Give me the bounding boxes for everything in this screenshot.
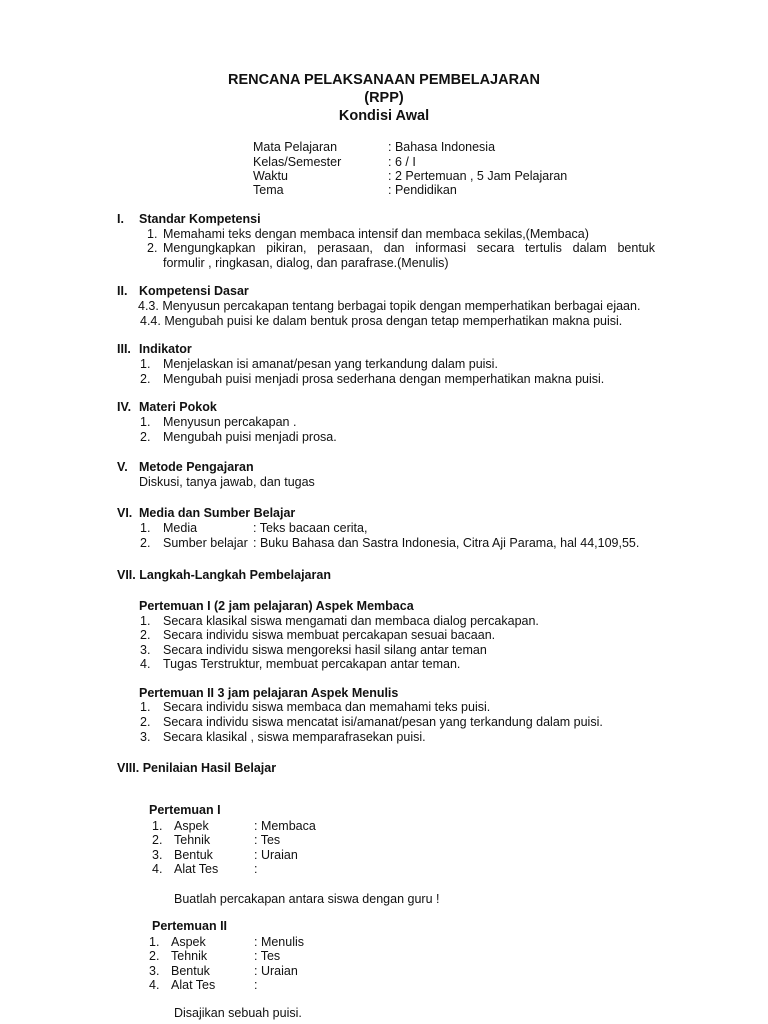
list-value: : Membaca [254,819,316,833]
subsection-title: Pertemuan I [149,803,221,817]
list-number: 4. [140,657,151,671]
list-item: Mengubah puisi menjadi prosa. [163,430,337,444]
list-item: Menyusun percakapan . [163,415,297,429]
list-number: 2. [140,430,151,444]
info-value: : Pendidikan [388,183,457,197]
list-number: 3. [149,964,160,978]
list-number: 2. [149,949,160,963]
list-number: 2. [140,715,151,729]
list-number: 4. [149,978,160,992]
list-label: Aspek [171,935,206,949]
section-title: VIII. Penilaian Hasil Belajar [117,761,277,775]
doc-condition: Kondisi Awal [338,108,430,124]
list-item: 4.3. Menyusun percakapan tentang berbagai topik dengan memperhatikan berbagai ejaan. [138,299,641,313]
info-value: : 6 / I [388,155,416,169]
assessment-instruction: Buatlah percakapan antara siswa dengan guru ! [174,892,440,906]
list-item: Mengungkapkan pikiran, perasaan, dan informasi secara tertulis dalam bentuk [163,241,655,255]
list-number: 1. [147,227,158,241]
assessment-instruction: Disajikan sebuah puisi. [174,1006,302,1020]
subsection-title: Pertemuan II [152,919,228,933]
list-number: 1. [149,935,160,949]
list-value: : Uraian [254,848,298,862]
list-label: Bentuk [174,848,213,862]
list-number: 2. [140,628,151,642]
list-number: 3. [140,643,151,657]
list-number: 2. [140,536,151,550]
list-item: Tugas Terstruktur, membuat percakapan antar teman. [163,657,461,671]
list-item-continuation: formulir , ringkasan, dialog, dan parafrase.(Menulis) [163,256,449,270]
list-label: Tehnik [174,833,211,847]
info-value: : Bahasa Indonesia [388,140,496,154]
info-label: Tema [253,183,284,197]
list-value: : [254,978,258,992]
list-item: Secara klasikal , siswa memparafrasekan puisi. [163,730,426,744]
info-label: Waktu [253,169,288,183]
list-item: Memahami teks dengan membaca intensif dan membaca sekilas,(Membaca) [163,227,589,241]
list-item: Mengubah puisi menjadi prosa sederhana dengan memperhatikan makna puisi. [163,372,605,386]
list-label: Sumber belajar [163,536,248,550]
section-title: Media dan Sumber Belajar [139,506,296,520]
section-title: Metode Pengajaran [139,460,254,474]
section-title: Kompetensi Dasar [139,284,249,298]
list-number: 3. [152,848,163,862]
list-label: Alat Tes [171,978,216,992]
list-number: 1. [152,819,163,833]
section-title: VII. Langkah-Langkah Pembelajaran [117,568,331,582]
list-item: Secara individu siswa mengoreksi hasil silang antar teman [163,643,487,657]
list-number: 1. [140,700,151,714]
list-number: 1. [140,415,151,429]
doc-title: RENCANA PELAKSANAAN PEMBELAJARAN [227,72,541,88]
list-label: Tehnik [171,949,208,963]
section-title: Indikator [139,342,192,356]
list-label: Aspek [174,819,209,833]
list-label: Media [163,521,198,535]
list-item: Secara klasikal siswa mengamati dan membaca dialog percakapan. [163,614,539,628]
section-text: Diskusi, tanya jawab, dan tugas [139,475,315,489]
section-number: III. [117,342,131,356]
list-number: 2. [140,372,151,386]
list-number: 1. [140,357,151,371]
section-title: Standar Kompetensi [139,212,261,226]
list-number: 3. [140,730,151,744]
list-value: : Teks bacaan cerita, [253,521,368,535]
list-number: 4. [152,862,163,876]
section-number: IV. [117,400,132,414]
subsection-title: Pertemuan II 3 jam pelajaran Aspek Menulis [139,686,399,700]
list-number: 2. [147,241,158,255]
list-value: : Buku Bahasa dan Sastra Indonesia, Citra Aji Parama, hal 44,109,55. [253,536,640,550]
list-value: : [254,862,258,876]
section-title: Materi Pokok [139,400,217,414]
section-number: I. [117,212,124,226]
doc-subtitle: (RPP) [364,90,404,106]
section-number: VI. [117,506,133,520]
section-number: V. [117,460,128,474]
list-item: Secara individu siswa membuat percakapan sesuai bacaan. [163,628,496,642]
list-number: 1. [140,614,151,628]
list-item: Menjelaskan isi amanat/pesan yang terkandung dalam puisi. [163,357,498,371]
list-item: Secara individu siswa membaca dan memahami teks puisi. [163,700,491,714]
list-number: 1. [140,521,151,535]
list-item: 4.4. Mengubah puisi ke dalam bentuk prosa dengan tetap memperhatikan makna puisi. [140,314,623,328]
section-number: II. [117,284,128,298]
list-number: 2. [152,833,163,847]
list-item: Secara individu siswa mencatat isi/amanat/pesan yang terkandung dalam puisi. [163,715,603,729]
info-label: Mata Pelajaran [253,140,338,154]
subsection-title: Pertemuan I (2 jam pelajaran) Aspek Membaca [139,599,414,613]
list-value: : Tes [254,949,281,963]
list-label: Alat Tes [174,862,219,876]
list-value: : Tes [254,833,281,847]
list-value: : Menulis [254,935,305,949]
info-label: Kelas/Semester [253,155,342,169]
info-value: : 2 Pertemuan , 5 Jam Pelajaran [388,169,568,183]
list-label: Bentuk [171,964,210,978]
list-value: : Uraian [254,964,298,978]
